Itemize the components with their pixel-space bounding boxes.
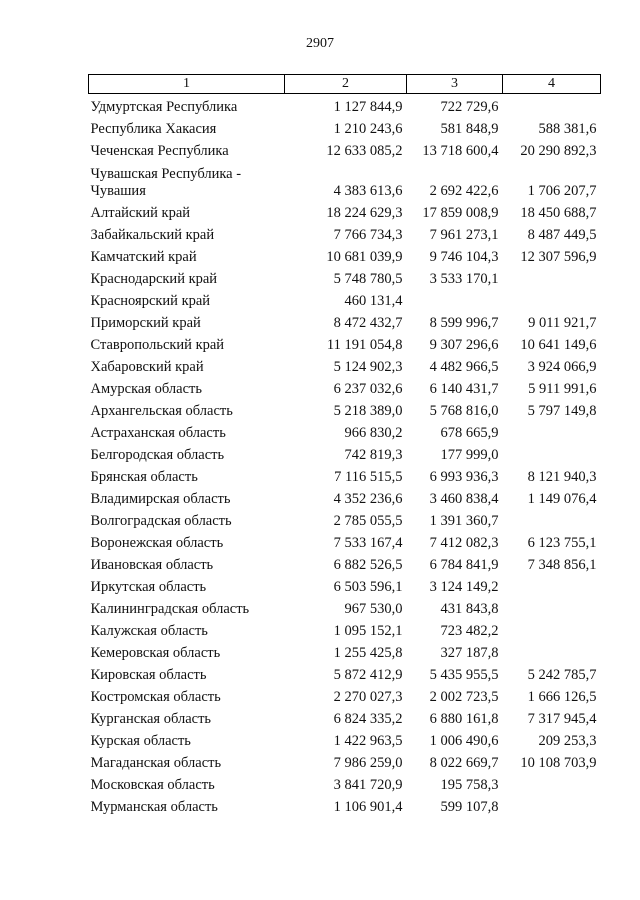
value-col2-cell: 460 131,4: [344, 293, 403, 309]
value-col4-cell: 12 307 596,9: [520, 249, 597, 265]
table-row: [89, 772, 601, 794]
value-col2-cell: 5 748 780,5: [333, 271, 403, 287]
region-name-cell: Курганская область: [90, 711, 212, 727]
region-name-cell: Иркутская область: [90, 579, 207, 595]
value-col3-cell: 1 006 490,6: [429, 733, 499, 749]
table-row: [89, 376, 601, 398]
value-col3-cell: 7 412 082,3: [429, 535, 499, 551]
value-col4-cell: 3 924 066,9: [527, 359, 597, 375]
region-name-cell: Московская область: [90, 777, 215, 793]
value-col3-cell: 723 482,2: [440, 623, 499, 639]
value-col2-cell: 12 633 085,2: [326, 143, 403, 159]
value-col2-cell: 3 841 720,9: [333, 777, 403, 793]
value-col2-cell: 10 681 039,9: [326, 249, 403, 265]
value-col4-cell: 5 242 785,7: [527, 667, 597, 683]
column-header-3: 3: [407, 75, 503, 94]
column-header-2: 2: [285, 75, 407, 94]
value-col3-cell: 1 391 360,7: [429, 513, 499, 529]
column-header-4: 4: [503, 75, 601, 94]
value-col2-cell: 18 224 629,3: [326, 205, 403, 221]
value-col4-cell: 8 121 940,3: [527, 469, 597, 485]
table-row: [89, 244, 601, 266]
region-name-cell: Алтайский край: [90, 205, 191, 221]
value-col2-cell: 5 872 412,9: [333, 667, 403, 683]
value-col4-cell: 7 348 856,1: [527, 557, 597, 573]
table-row: [89, 138, 601, 160]
value-col4-cell: 1 149 076,4: [527, 491, 597, 507]
table-row: [89, 728, 601, 750]
value-col4-cell: [503, 508, 601, 530]
value-col4-cell: 6 123 755,1: [527, 535, 597, 551]
value-col3-cell: 6 993 936,3: [429, 469, 499, 485]
value-col3-cell: 2 002 723,5: [429, 689, 499, 705]
region-name-cell: Магаданская область: [90, 755, 222, 771]
value-col3-cell: 5 435 955,5: [429, 667, 499, 683]
table-row: [89, 794, 601, 816]
value-col3-cell: 177 999,0: [440, 447, 499, 463]
value-col2-cell: 6 237 032,6: [333, 381, 403, 397]
value-col2-cell: 7 766 734,3: [333, 227, 403, 243]
value-col3-cell: 6 784 841,9: [429, 557, 499, 573]
table-row: [89, 552, 601, 574]
region-name-cell: Амурская область: [90, 381, 202, 397]
value-col4-cell: [503, 288, 601, 310]
region-name-cell: Чувашская Республика - Чувашия: [90, 166, 242, 199]
region-name-cell: Костромская область: [90, 689, 221, 705]
region-name-cell: Владимирская область: [90, 491, 231, 507]
value-col4-cell: [503, 94, 601, 117]
value-col2-cell: 11 191 054,8: [326, 337, 403, 353]
region-name-cell: Белгородская область: [90, 447, 225, 463]
value-col4-cell: 5 797 149,8: [527, 403, 597, 419]
value-col3-cell: 195 758,3: [440, 777, 499, 793]
value-col2-cell: 1 106 901,4: [333, 799, 403, 815]
value-col3-cell: 4 482 966,5: [429, 359, 499, 375]
value-col3-cell: 7 961 273,1: [429, 227, 499, 243]
value-col2-cell: 2 785 055,5: [333, 513, 403, 529]
region-name-cell: Брянская область: [90, 469, 198, 485]
value-col4-cell: [503, 266, 601, 288]
region-name-cell: Мурманская область: [90, 799, 218, 815]
value-col3-cell: 6 880 161,8: [429, 711, 499, 727]
value-col4-cell: [503, 794, 601, 816]
table-row: [89, 574, 601, 596]
region-name-cell: Республика Хакасия: [90, 121, 217, 137]
value-col3-cell: 3 124 149,2: [429, 579, 499, 595]
value-col3-cell: 5 768 816,0: [429, 403, 499, 419]
value-col3-cell: 599 107,8: [440, 799, 499, 815]
table-row: [89, 200, 601, 222]
table-header-row: [89, 75, 601, 94]
value-col2-cell: 1 422 963,5: [333, 733, 403, 749]
table-row: [89, 464, 601, 486]
value-col4-cell: 1 706 207,7: [527, 183, 597, 199]
value-col3-cell: 9 746 104,3: [429, 249, 499, 265]
table-row: [89, 116, 601, 138]
value-col3-cell: 6 140 431,7: [429, 381, 499, 397]
region-name-cell: Хабаровский край: [90, 359, 204, 375]
value-col2-cell: 1 255 425,8: [333, 645, 403, 661]
region-name-cell: Калининградская область: [90, 601, 250, 617]
table-body: [89, 94, 601, 817]
value-col2-cell: 6 824 335,2: [333, 711, 403, 727]
value-col4-cell: 209 253,3: [538, 733, 597, 749]
value-col2-cell: 742 819,3: [344, 447, 403, 463]
table-row: [89, 684, 601, 706]
value-col3-cell: 722 729,6: [440, 99, 499, 115]
table-row: [89, 332, 601, 354]
value-col3-cell: 8 022 669,7: [429, 755, 499, 771]
value-col3-cell: 3 533 170,1: [429, 271, 499, 287]
value-col4-cell: 18 450 688,7: [520, 205, 597, 221]
value-col3-cell: 13 718 600,4: [422, 143, 499, 159]
region-name-cell: Ставропольский край: [90, 337, 225, 353]
value-col4-cell: [503, 596, 601, 618]
table-row: [89, 596, 601, 618]
data-table: [88, 74, 601, 816]
value-col2-cell: 5 124 902,3: [333, 359, 403, 375]
value-col2-cell: 4 352 236,6: [333, 491, 403, 507]
table-row: [89, 706, 601, 728]
table-row: [89, 420, 601, 442]
value-col3-cell: 678 665,9: [440, 425, 499, 441]
value-col3-cell: 8 599 996,7: [429, 315, 499, 331]
value-col2-cell: 1 127 844,9: [333, 99, 403, 115]
value-col4-cell: [503, 640, 601, 662]
table-row: [89, 398, 601, 420]
table-row: [89, 288, 601, 310]
value-col2-cell: 967 530,0: [344, 601, 403, 617]
region-name-cell: Воронежская область: [90, 535, 224, 551]
value-col4-cell: 1 666 126,5: [527, 689, 597, 705]
table-row: [89, 640, 601, 662]
value-col3-cell: 9 307 296,6: [429, 337, 499, 353]
region-name-cell: Забайкальский край: [90, 227, 215, 243]
value-col4-cell: 8 487 449,5: [527, 227, 597, 243]
value-col4-cell: 9 011 921,7: [528, 315, 597, 331]
value-col4-cell: 10 641 149,6: [520, 337, 597, 353]
region-name-cell: Приморский край: [90, 315, 201, 331]
table-row: [89, 530, 601, 552]
table-row: [89, 508, 601, 530]
value-col3-cell: [407, 288, 503, 310]
table-row: [89, 160, 601, 200]
table-row: [89, 266, 601, 288]
region-name-cell: Курская область: [90, 733, 191, 749]
region-name-cell: Кировская область: [90, 667, 207, 683]
value-col2-cell: 7 533 167,4: [333, 535, 403, 551]
region-name-cell: Удмуртская Республика: [90, 99, 238, 115]
table-row: [89, 442, 601, 464]
table-row: [89, 662, 601, 684]
region-name-cell: Красноярский край: [90, 293, 211, 309]
value-col2-cell: 1 210 243,6: [333, 121, 403, 137]
value-col3-cell: 581 848,9: [440, 121, 499, 137]
value-col4-cell: [503, 420, 601, 442]
value-col3-cell: 327 187,8: [440, 645, 499, 661]
value-col4-cell: [503, 574, 601, 596]
region-name-cell: Кемеровская область: [90, 645, 221, 661]
table-row: [89, 750, 601, 772]
column-header-1: 1: [89, 75, 285, 94]
value-col4-cell: [503, 772, 601, 794]
table-row: [89, 354, 601, 376]
value-col4-cell: [503, 618, 601, 640]
value-col4-cell: 7 317 945,4: [527, 711, 597, 727]
region-name-cell: Краснодарский край: [90, 271, 218, 287]
value-col4-cell: 20 290 892,3: [520, 143, 597, 159]
table-row: [89, 310, 601, 332]
page-number: 2907: [306, 36, 334, 51]
table-row: [89, 618, 601, 640]
value-col4-cell: [503, 442, 601, 464]
table-row: [89, 94, 601, 117]
region-name-cell: Калужская область: [90, 623, 208, 639]
table-row: [89, 486, 601, 508]
value-col2-cell: 7 986 259,0: [333, 755, 403, 771]
table-row: [89, 222, 601, 244]
region-name-cell: Ивановская область: [90, 557, 214, 573]
value-col4-cell: 10 108 703,9: [520, 755, 597, 771]
value-col3-cell: 17 859 008,9: [422, 205, 499, 221]
value-col2-cell: 5 218 389,0: [333, 403, 403, 419]
region-name-cell: Чеченская Республика: [90, 143, 229, 159]
region-name-cell: Волгоградская область: [90, 513, 232, 529]
value-col4-cell: 5 911 991,6: [528, 381, 597, 397]
value-col2-cell: 966 830,2: [344, 425, 403, 441]
region-name-cell: Астраханская область: [90, 425, 226, 441]
value-col2-cell: 6 882 526,5: [333, 557, 403, 573]
region-name-cell: Камчатский край: [90, 249, 197, 265]
value-col2-cell: 4 383 613,6: [333, 183, 403, 199]
value-col2-cell: 7 116 515,5: [334, 469, 403, 485]
value-col2-cell: 8 472 432,7: [333, 315, 403, 331]
value-col3-cell: 431 843,8: [440, 601, 499, 617]
value-col3-cell: 3 460 838,4: [429, 491, 499, 507]
value-col2-cell: 6 503 596,1: [333, 579, 403, 595]
value-col4-cell: 588 381,6: [538, 121, 597, 137]
value-col2-cell: 1 095 152,1: [333, 623, 403, 639]
value-col3-cell: 2 692 422,6: [429, 183, 499, 199]
region-name-cell: Архангельская область: [90, 403, 233, 419]
value-col2-cell: 2 270 027,3: [333, 689, 403, 705]
